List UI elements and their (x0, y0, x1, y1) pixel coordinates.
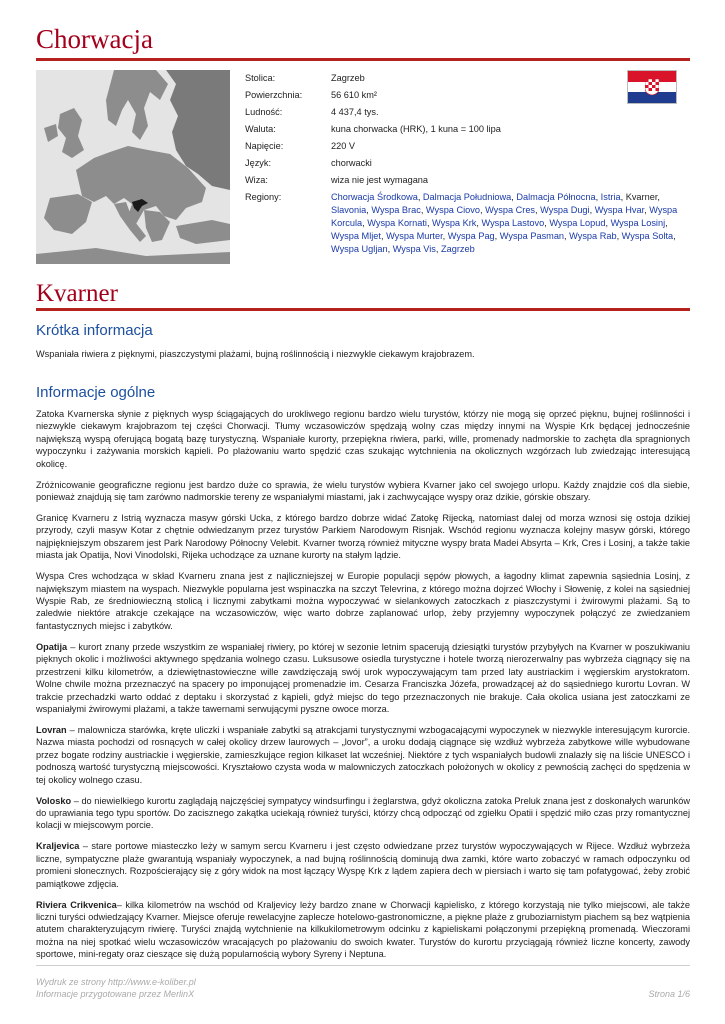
info-value: kuna chorwacka (HRK), 1 kuna = 100 lipa (331, 124, 501, 134)
paragraph (36, 479, 690, 504)
paragraph-text: – kilka kilometrów na wschód od Kraljevicy leży bardzo znane w Chorwacji kąpielisko, z którego korzystają nie tylko miejscowi, ale także liczni turyści odwiedzający Kvarner. Miejsce oferuje rewelacyjne zaplecze hotelowo-gastronomiczne, a piękne plaże z gruboziarnistym piachem są bez wątpienia atutem charakteryzującym riwierę. Turyści znajdą wytchnienie na kilkukilometrowym odcinku z kąpieliskami połączonymi przepiękną promenadą. Wieczorami można na niej spotkać wielu wczasowiczów wracających po plażowaniu do swoich kwater. Turystów do kurortu przyciągają również liczne koncerty, zawody sportowe, mini-regaty oraz cieszące się dużą popularnością wybory Syreny i Neptuna. (36, 899, 690, 960)
region-current: Kvarner (625, 192, 658, 202)
region-link[interactable]: Wyspa Rab (569, 231, 617, 241)
info-label: Stolica: (245, 73, 276, 83)
region-link[interactable]: Wyspa Pasman (499, 231, 565, 241)
coat-of-arms-icon (645, 79, 659, 95)
region-link[interactable]: Wyspa Lopud (549, 218, 606, 228)
region-title: Kvarner (36, 280, 118, 307)
region-link[interactable]: Slavonia (331, 205, 367, 215)
region-link[interactable]: Dalmacja Południowa (422, 192, 512, 202)
paragraph-kraljevica (36, 840, 690, 890)
footer-credits: Informacje przygotowane przez MerlinX (36, 988, 195, 999)
title-divider (36, 58, 690, 61)
region-link[interactable]: Chorwacja Środkowa (331, 192, 418, 202)
page-title: Chorwacja (36, 24, 153, 54)
region-divider (36, 308, 690, 311)
region-link[interactable]: Wyspa Pag (447, 231, 495, 241)
info-label: Język: (245, 158, 272, 168)
info-value: 56 610 km² (331, 90, 377, 100)
paragraph (36, 570, 690, 632)
region-link[interactable]: Wyspa Cres (485, 205, 536, 215)
region-link[interactable]: Wyspa Brac (371, 205, 421, 215)
paragraph-text: – malownicza starówka, kręte uliczki i wspaniałe zabytki są atrakcjami turystycznymi wzbogacającymi wypoczynek w niezwykle interesującym kurorcie. Nazwa miasta pochodzi od rosnących w całej okolicy drzew laurowych – „lovor”, a uroku dodają ciągnące się wzdłuż wybrzeża zabytkowe wille wybudowane przez bogate rodziny austriackie i węgierskie, zamieszkujące region kilkaset lat wcześniej. Niektóre z tych wspaniałych budowli znalazły się na liście UNESCO i podnoszą wartość turystyczną miejscowości. Kryształowo czysta woda w malowniczych zatoczkach położonych w okolicy z pewnością zachęci do spędzenia w tej okolicy wolnego czasu. (36, 724, 690, 785)
region-link[interactable]: Wyspa Krk (432, 218, 477, 228)
footer-source: Wydruk ze strony http://www.e-koliber.pl (36, 977, 196, 987)
region-link[interactable]: Wyspa Mljet (331, 231, 381, 241)
europe-map (36, 70, 230, 264)
info-row-regions (245, 191, 690, 256)
info-row-population (245, 106, 690, 119)
paragraph-bold: Riviera Crikvenica (36, 899, 117, 910)
paragraph (36, 408, 690, 470)
region-link[interactable]: Wyspa Lastovo (481, 218, 545, 228)
info-row-visa (245, 174, 690, 187)
paragraph-crikvenica (36, 899, 690, 961)
general-info-body (36, 408, 690, 969)
info-row-currency (245, 123, 690, 136)
region-link[interactable]: Wyspa Murter (386, 231, 443, 241)
info-value: 220 V (331, 141, 356, 151)
paragraph-text: Granicę Kvarneru z Istrią wyznacza masyw górski Ucka, z którego bardzo dobrze widać Zatokę Rijecką, natomiast dalej od morza wznosi się ostoja dzikiej przyrody, czyli masyw Kotar z chętnie odwiedzanym przez turystów Parkiem Narodowym Risnjak. Wschód regionu wyznacza kolejny masyw górski, którego najpiękniejszym obszarem jest Park Narodowy Północny Velebit. Kvarner tworzą również mityczne wyspy brata Madei Absyrta – Krk, Cres i Losinj, a także takie miasta jak Opatija, Novi Vinodolski, Rijeka uchodzące za uznane kurorty na stałym lądzie. (36, 513, 690, 561)
region-link[interactable]: Wyspa Ciovo (425, 205, 480, 215)
region-link[interactable]: Wyspa Solta (621, 231, 674, 241)
regions-list: Chorwacja Środkowa, Dalmacja Południowa, Dalmacja Północna, Istria, Kvarner, Slavonia, Wyspa Brac, Wyspa Ciovo, Wyspa Cres, Wyspa Dugi, Wyspa Hvar, Wyspa Korcula, Wyspa Kornati, Wyspa Krk, Wyspa Lastovo, Wyspa Lopud, Wyspa Losinj, Wyspa Mljet, Wyspa Murter, Wyspa Pag, Wyspa Pasman, Wyspa Rab, Wyspa Solta, Wyspa Ugljan, Wyspa Vis, Zagrzeb (331, 192, 678, 254)
paragraph-text: – kurort znany przede wszystkim ze wspaniałej riwiery, po której w sezonie letnim spacerują dziesiątki turystów przybyłych na Kvarner w poszukiwaniu pięknych okolic i możliwości aktywnego spędzania wolnego czasu. Luksusowe osiedla turystyczne i hotele tworzą nierozerwalny pas wybrzeża ciągnący się na przestrzeni kilku kilometrów, a dziewiętnastowieczne wille zawdzięczają swój urok wypoczywającym tam przed laty austriackim i węgierskim arystokratom. Wolne chwile można przeznaczyć na spacery po imponującej promenadzie im. Cesarza Franciszka Józefa, prowadzącej aż do sąsiedniego kurortu Lovran. W trakcie przechadzki warto oddać z deptaku i skorzystać z kąpieli, gdyż miejsc do tego przeznaczonych nie brakuje. Cała okolica usiana jest zatoczkami ze wspaniałymi żwirowymi plażami, a także tawernami serwującymi pyszne owoce morza. (36, 641, 690, 714)
region-link[interactable]: Istria (600, 192, 621, 202)
paragraph-lovran (36, 724, 690, 786)
region-link[interactable]: Dalmacja Północna (516, 192, 596, 202)
region-link[interactable]: Wyspa Dugi (540, 205, 590, 215)
info-label: Powierzchnia: (245, 90, 303, 100)
paragraph-text: – stare portowe miasteczko leży w samym sercu Kvarneru i jest często odwiedzane przez turystów wypoczywających w Rijece. Wzdłuż wybrzeża liczne, sympatyczne plaże gwarantują wspaniały wypoczynek, a nad bujną roślinnością dominują dwa zamki, które warto zobaczyć w ramach odpoczynku od promieni słonecznych. Rozpościerający się z góry widok na most łączący Wyspę Krk z lądem zapiera dech w piersiach i warto się tam pofatygować, żeby zrobić pamiątkowe zdjęcia. (36, 841, 690, 889)
paragraph-text: Zatoka Kvarnerska słynie z pięknych wysp ściągających do urokliwego regionu bardzo wielu turystów, którzy nie mogą się oprzeć pięknu, bujnej roślinności i niezwykle ciekawym krajobrazom tej części Chorwacji. Tłumy wczasowiczów spędzają wolny czas między innymi na Wyspie Krk będącej jednocześnie największą wyspą oferującą bogatą bazę turystyczną. Wspaniałe kurorty, przepiękna riwiera, parki, wille, promenady nadmorskie to zachęta dla spragnionych wypoczynku i zażywania morskich kąpieli. Po plażowaniu warto spędzić czas szukając wytchnienia na okolicznych wzgórzach lub zwiedzając interesującą okolicę. (36, 409, 690, 469)
info-label: Wiza: (245, 175, 268, 185)
info-label: Regiony: (245, 192, 282, 202)
paragraph (36, 512, 690, 562)
region-link[interactable]: Wyspa Vis (392, 244, 436, 254)
info-label: Napięcie: (245, 141, 284, 151)
paragraph-text: Wyspa Cres wchodząca w skład Kvarneru znana jest z najliczniejszej w Europie populacji sępów płowych, a łagodny klimat zapewnia sąsiednia Losinj, z największym miastem na wyspach. Niezwykle popularna jest wspinaczka na szczyt Televrina, z którego można dojrzeć Włochy i Słowenię, z kolei na sąsiedniej Wyspie Rab, ze średniowieczną stolicą i licznymi zabytkami można wypoczywać w sielankowych zatoczkach z piaszczystymi i żwirowymi plażami. Są to zaledwie niektóre atrakcje czekające na wczasowiczów, więc warto dobrze zaplanować urlop, żeby przyjemny wypoczynek połączyć ze zwiedzaniem fantastycznych miejsc i zabytków. (36, 571, 690, 631)
info-label: Waluta: (245, 124, 276, 134)
info-value: chorwacki (331, 158, 372, 168)
info-label: Ludność: (245, 107, 283, 117)
page-footer (36, 977, 690, 1000)
paragraph-bold: Opatija (36, 641, 68, 652)
paragraph-volosko (36, 795, 690, 832)
info-value: Zagrzeb (331, 73, 365, 83)
paragraph-text: Zróżnicowanie geograficzne regionu jest bardzo duże co sprawia, że wielu turystów wybiera Kvarner jako cel swojego urlopu. Każdy znajdzie coś dla siebie, ponieważ znajdują się tam zarówno nadmorskie tereny ze wspaniałymi miastami, jak i zachwycające wyspy oraz dzikie, górskie obszary. (36, 479, 690, 503)
info-row-language (245, 157, 690, 170)
page-number: Strona 1/6 (648, 988, 690, 999)
country-info (245, 72, 690, 260)
croatia-flag-icon (627, 70, 677, 104)
paragraph-bold: Volosko (36, 795, 72, 806)
europe-map-image (36, 70, 230, 264)
info-row-voltage (245, 140, 690, 153)
region-link[interactable]: Zagrzeb (440, 244, 475, 254)
paragraph-opatija (36, 641, 690, 715)
region-link[interactable]: Wyspa Ugljan (331, 244, 388, 254)
info-row-area (245, 89, 690, 102)
region-link[interactable]: Wyspa Korcula (331, 205, 678, 228)
short-info-text: Wspaniała riwiera z pięknymi, piaszczystymi plażami, bujną roślinnością i niezwykle ciekawym krajobrazem. (36, 349, 475, 359)
short-info-heading: Krótka informacja (36, 322, 153, 339)
info-row-capital (245, 72, 690, 85)
info-value: wiza nie jest wymagana (331, 175, 429, 185)
info-value: 4 437,4 tys. (331, 107, 379, 117)
region-link[interactable]: Wyspa Hvar (594, 205, 645, 215)
paragraph-bold: Lovran (36, 724, 67, 735)
paragraph-bold: Kraljevica (36, 841, 80, 852)
footer-divider (36, 965, 690, 966)
region-link[interactable]: Wyspa Losinj (610, 218, 666, 228)
general-info-heading: Informacje ogólne (36, 384, 156, 401)
region-link[interactable]: Wyspa Kornati (367, 218, 427, 228)
paragraph-text: – do niewielkiego kurortu zaglądają najczęściej sympatycy windsurfingu i żeglarstwa, gdyż okoliczna zatoka Preluk znana jest z doskonałych warunków do uprawiania tego typu sportów. Do zacisznego zakątka uciekają również turyści, którzy chcą odpocząć od zgiełku Opatii i spędzić miło czas przy romantycznej kolacji w miejscowym porcie. (36, 795, 690, 831)
